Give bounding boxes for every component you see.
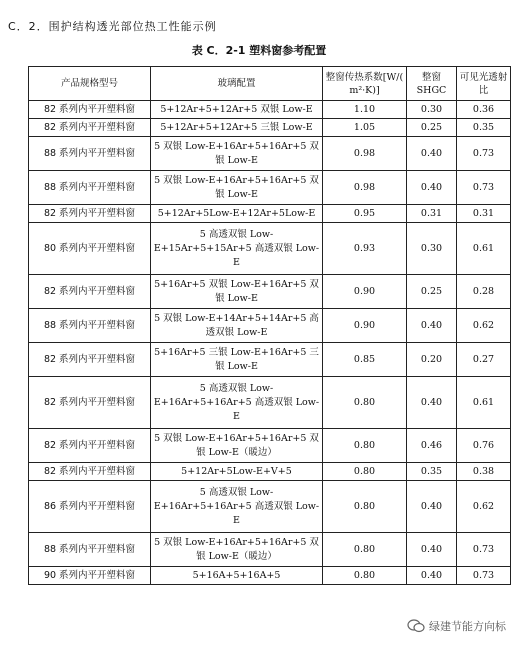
cell-u-value: 0.80 (323, 377, 407, 429)
cell-vt: 0.76 (457, 429, 511, 463)
cell-glass: 5 双银 Low-E+14Ar+5+14Ar+5 高透双银 Low-E (151, 309, 323, 343)
table-row (29, 377, 511, 429)
cell-shgc: 0.30 (407, 101, 457, 119)
cell-shgc: 0.40 (407, 481, 457, 533)
header-glass: 玻璃配置 (151, 67, 323, 101)
cell-model: 90 系列内平开塑料窗 (29, 567, 151, 585)
table-row (29, 101, 511, 119)
cell-model: 82 系列内平开塑料窗 (29, 205, 151, 223)
watermark-text: 绿建节能方向标 (429, 620, 506, 633)
cell-vt: 0.36 (457, 101, 511, 119)
cell-vt: 0.28 (457, 275, 511, 309)
cell-shgc: 0.40 (407, 567, 457, 585)
cell-u-value: 0.80 (323, 567, 407, 585)
table-row (29, 429, 511, 463)
table-row (29, 205, 511, 223)
table-row (29, 275, 511, 309)
cell-glass: 5 双银 Low-E+16Ar+5+16Ar+5 双银 Low-E (151, 171, 323, 205)
cell-model: 82 系列内平开塑料窗 (29, 119, 151, 137)
cell-shgc: 0.40 (407, 309, 457, 343)
cell-model: 88 系列内平开塑料窗 (29, 137, 151, 171)
cell-shgc: 0.20 (407, 343, 457, 377)
cell-glass: 5+16Ar+5 三银 Low-E+16Ar+5 三银 Low-E (151, 343, 323, 377)
cell-vt: 0.62 (457, 481, 511, 533)
cell-glass: 5+12Ar+5Low-E+12Ar+5Low-E (151, 205, 323, 223)
cell-shgc: 0.40 (407, 377, 457, 429)
cell-model: 82 系列内平开塑料窗 (29, 377, 151, 429)
cell-glass: 5 高透双银 Low-E+16Ar+5+16Ar+5 高透双银 Low-E (151, 377, 323, 429)
cell-shgc: 0.25 (407, 275, 457, 309)
cell-u-value: 0.85 (323, 343, 407, 377)
table-row (29, 567, 511, 585)
table-row (29, 481, 511, 533)
cell-shgc: 0.40 (407, 533, 457, 567)
cell-u-value: 0.80 (323, 533, 407, 567)
cell-u-value: 0.80 (323, 463, 407, 481)
cell-shgc: 0.25 (407, 119, 457, 137)
cell-shgc: 0.31 (407, 205, 457, 223)
header-u-value: 整窗传热系数[W/( m²·K)] (323, 67, 407, 101)
cell-model: 80 系列内平开塑料窗 (29, 223, 151, 275)
cell-shgc: 0.30 (407, 223, 457, 275)
cell-shgc: 0.40 (407, 171, 457, 205)
cell-shgc: 0.40 (407, 137, 457, 171)
table-row (29, 343, 511, 377)
cell-shgc: 0.35 (407, 463, 457, 481)
cell-glass: 5 双银 Low-E+16Ar+5+16Ar+5 双银 Low-E (151, 137, 323, 171)
cell-glass: 5+12Ar+5+12Ar+5 双银 Low-E (151, 101, 323, 119)
cell-model: 82 系列内平开塑料窗 (29, 343, 151, 377)
cell-model: 88 系列内平开塑料窗 (29, 309, 151, 343)
table-caption: 表 C．2-1 塑料窗参考配置 (191, 44, 327, 57)
cell-u-value: 0.80 (323, 481, 407, 533)
cell-glass: 5 高透双银 Low-E+16Ar+5+16Ar+5 高透双银 Low-E (151, 481, 323, 533)
cell-u-value: 1.05 (323, 119, 407, 137)
cell-vt: 0.61 (457, 377, 511, 429)
cell-shgc: 0.46 (407, 429, 457, 463)
cell-vt: 0.61 (457, 223, 511, 275)
header-vt: 可见光透射比 (457, 67, 511, 101)
section-heading: C．2．围护结构透光部位热工性能示例 (8, 20, 217, 33)
cell-glass: 5 双银 Low-E+16Ar+5+16Ar+5 双银 Low-E（暖边） (151, 429, 323, 463)
cell-u-value: 0.90 (323, 309, 407, 343)
header-row (29, 67, 511, 101)
cell-vt: 0.73 (457, 567, 511, 585)
cell-model: 82 系列内平开塑料窗 (29, 275, 151, 309)
cell-vt: 0.35 (457, 119, 511, 137)
cell-glass: 5 高透双银 Low-E+15Ar+5+15Ar+5 高透双银 Low-E (151, 223, 323, 275)
wechat-logo-icon (407, 619, 425, 633)
watermark (407, 618, 506, 634)
cell-vt: 0.27 (457, 343, 511, 377)
cell-model: 82 系列内平开塑料窗 (29, 463, 151, 481)
table-row (29, 223, 511, 275)
table-row (29, 171, 511, 205)
cell-u-value: 0.95 (323, 205, 407, 223)
config-table (28, 66, 511, 585)
cell-u-value: 0.98 (323, 171, 407, 205)
cell-glass: 5+12Ar+5+12Ar+5 三银 Low-E (151, 119, 323, 137)
header-shgc: 整窗SHGC (407, 67, 457, 101)
table-row (29, 309, 511, 343)
cell-glass: 5+12Ar+5Low-E+V+5 (151, 463, 323, 481)
cell-model: 88 系列内平开塑料窗 (29, 171, 151, 205)
table-row (29, 463, 511, 481)
cell-vt: 0.73 (457, 171, 511, 205)
cell-model: 86 系列内平开塑料窗 (29, 481, 151, 533)
cell-model: 82 系列内平开塑料窗 (29, 101, 151, 119)
cell-u-value: 1.10 (323, 101, 407, 119)
cell-u-value: 0.98 (323, 137, 407, 171)
cell-vt: 0.62 (457, 309, 511, 343)
header-model: 产品规格型号 (29, 67, 151, 101)
table-row (29, 119, 511, 137)
cell-model: 82 系列内平开塑料窗 (29, 429, 151, 463)
cell-model: 88 系列内平开塑料窗 (29, 533, 151, 567)
table-row (29, 137, 511, 171)
cell-vt: 0.73 (457, 533, 511, 567)
cell-glass: 5+16Ar+5 双银 Low-E+16Ar+5 双银 Low-E (151, 275, 323, 309)
cell-glass: 5 双银 Low-E+16Ar+5+16Ar+5 双银 Low-E（暖边） (151, 533, 323, 567)
cell-glass: 5+16A+5+16A+5 (151, 567, 323, 585)
cell-vt: 0.73 (457, 137, 511, 171)
cell-u-value: 0.93 (323, 223, 407, 275)
cell-u-value: 0.90 (323, 275, 407, 309)
table-row (29, 533, 511, 567)
cell-u-value: 0.80 (323, 429, 407, 463)
cell-vt: 0.31 (457, 205, 511, 223)
cell-vt: 0.38 (457, 463, 511, 481)
